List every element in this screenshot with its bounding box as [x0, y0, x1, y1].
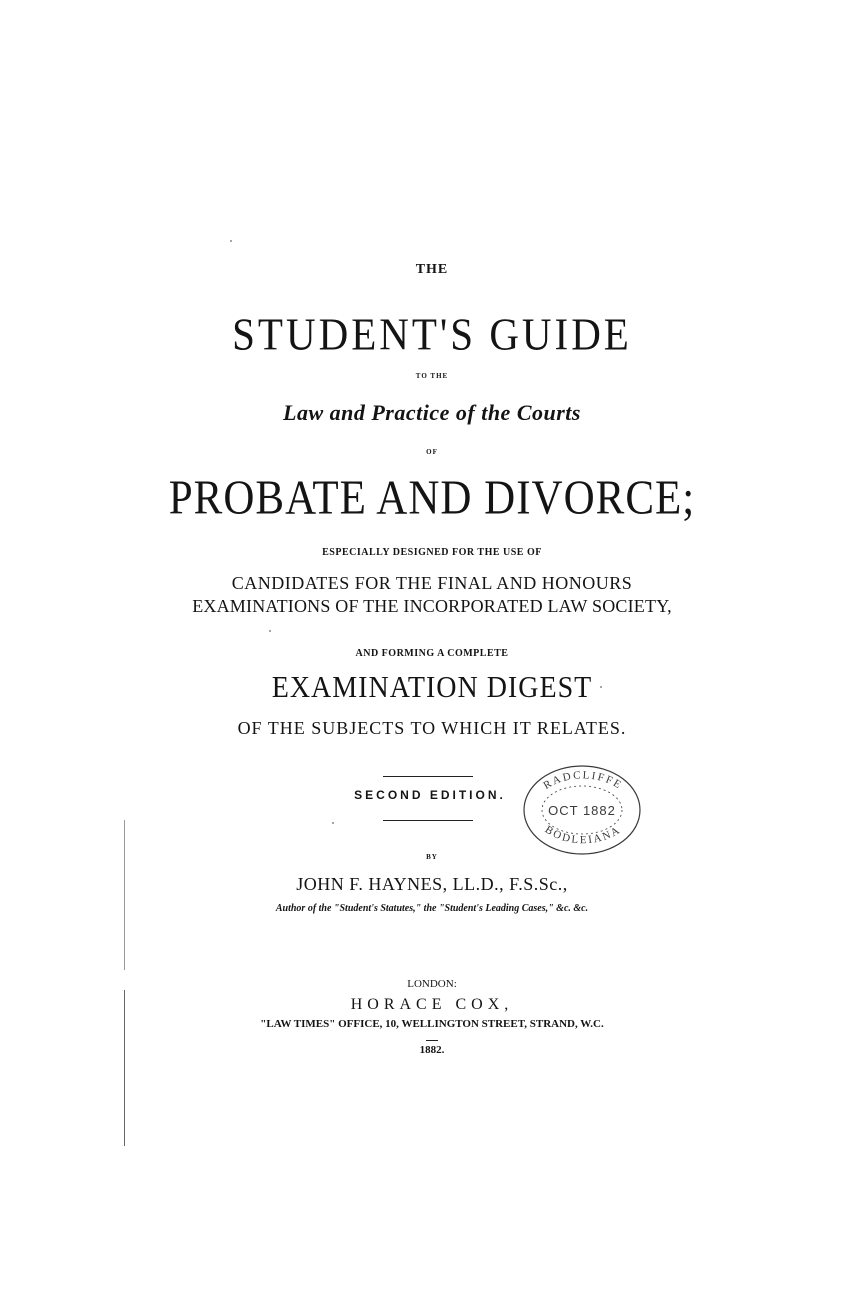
subjects-line: OF THE SUBJECTS TO WHICH IT RELATES.	[237, 718, 627, 738]
scan-speck	[600, 686, 602, 688]
main-title: STUDENT'S GUIDE	[232, 308, 632, 360]
of-label: OF	[426, 448, 438, 456]
stamp-top-text: RADCLIFFE	[541, 769, 625, 793]
imprint-publisher: HORACE COX,	[350, 996, 514, 1013]
stamp-bottom-text: BODLEIANA	[542, 823, 624, 847]
by-label: BY	[426, 853, 438, 861]
imprint-year: 1882.	[419, 1044, 445, 1056]
author-credits: Author of the "Student's Statutes," the "Student's Leading Cases," &c. &c.	[275, 903, 589, 914]
especially-line: ESPECIALLY DESIGNED FOR THE USE OF	[322, 547, 542, 558]
scan-speck	[269, 630, 271, 632]
page-edge-mark-lower	[124, 990, 125, 1146]
stamp-date: OCT 1882	[548, 803, 616, 818]
blackletter-subtitle: Law and Practice of the Courts	[283, 400, 581, 425]
subject-title: PROBATE AND DIVORCE;	[168, 472, 696, 525]
to-the-label: TO THE	[415, 372, 449, 380]
candidates-line: CANDIDATES FOR THE FINAL AND HONOURS	[231, 573, 633, 593]
edition-rule-bottom	[383, 820, 473, 821]
year-rule	[426, 1040, 438, 1041]
library-stamp	[521, 762, 643, 858]
title-the: THE	[415, 262, 449, 277]
scan-speck	[230, 240, 232, 242]
examinations-line: EXAMINATIONS OF THE INCORPORATED LAW SOCIETY,	[192, 596, 672, 616]
edition-label: SECOND EDITION.	[354, 788, 506, 802]
page-edge-mark	[124, 820, 125, 970]
author-name: JOHN F. HAYNES, LL.D., F.S.Sc.,	[296, 874, 568, 894]
imprint-place: LONDON:	[407, 978, 457, 990]
edition-rule-top	[383, 776, 473, 777]
scan-speck	[332, 822, 334, 824]
imprint-address: "LAW TIMES" OFFICE, 10, WELLINGTON STREET, STRAND, W.C.	[260, 1018, 604, 1030]
digest-title: EXAMINATION DIGEST	[271, 670, 593, 705]
and-forming-line: AND FORMING A COMPLETE	[355, 648, 509, 659]
